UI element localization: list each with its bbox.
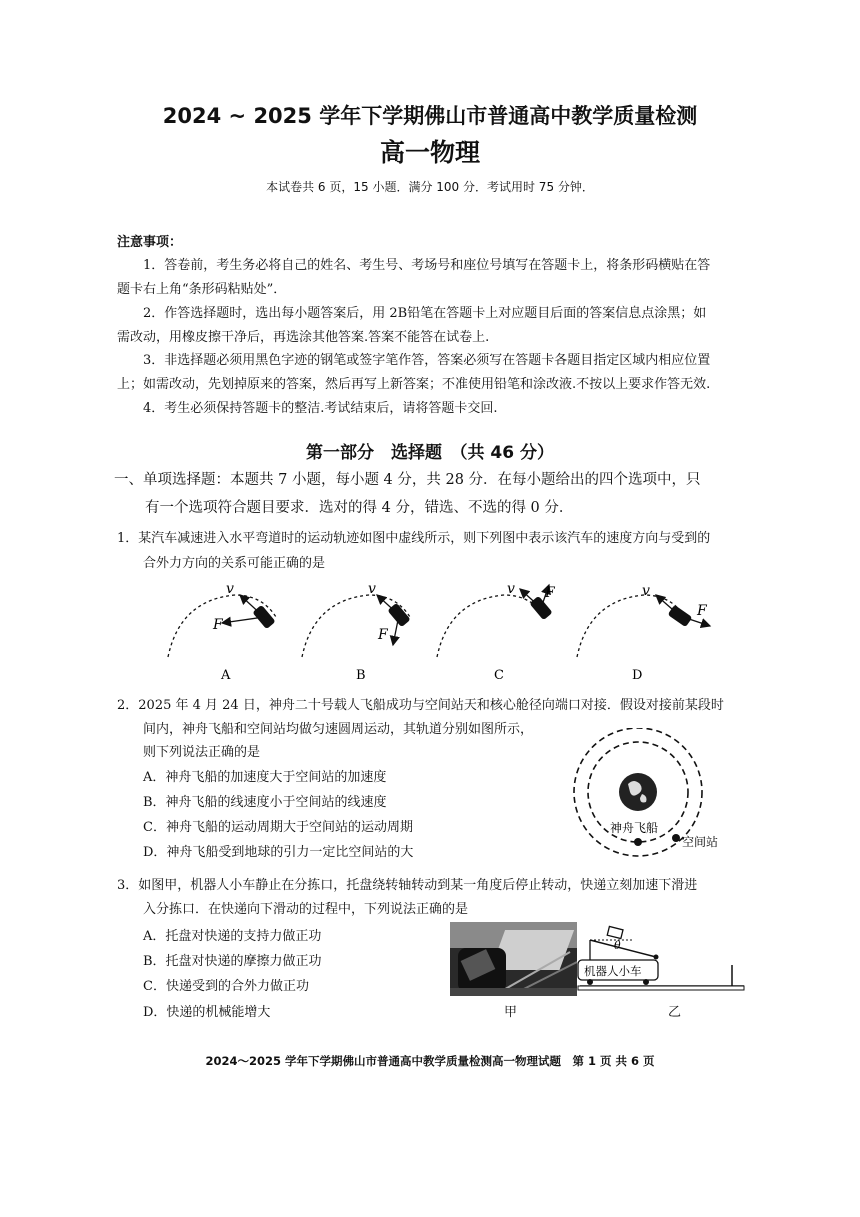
question-2-option-b: B．神舟飞船的线速度小于空间站的线速度	[143, 795, 387, 810]
question-2-option-a: A．神舟飞船的加速度大于空间站的加速度	[143, 770, 387, 785]
option-a-diagram	[168, 581, 276, 657]
option-label-b: B	[356, 668, 366, 683]
question-1-figure	[0, 575, 860, 685]
note-line: 需改动，用橡皮擦干净后，再选涂其他答案.答案不能答在试卷上.	[117, 330, 490, 345]
figure-caption-b: 乙	[668, 1005, 682, 1020]
question-3-option-d: D．快递的机械能增大	[143, 1005, 271, 1020]
force-label: F	[213, 617, 223, 633]
velocity-label: v	[368, 581, 376, 597]
question-2-text: 则下列说法正确的是	[143, 745, 261, 760]
exam-subject: 高一物理	[379, 138, 480, 167]
space-station-label: 空间站	[682, 835, 719, 849]
option-c-diagram	[437, 581, 556, 657]
note-line: 1．答卷前，考生务必将自己的姓名、考生号、考场号和座位号填写在答题卡上，将条形码横贴在答	[143, 258, 711, 273]
option-b-diagram	[302, 581, 411, 657]
note-line: 上；如需改动，先划掉原来的答案，然后再写上新答案；不准使用铅笔和涂改液.不按以上要求作答无效.	[117, 377, 711, 392]
question-2-option-d: D．神舟飞船受到地球的引力一定比空间站的大	[143, 845, 414, 860]
question-3-option-a: A．托盘对快递的支持力做正功	[143, 929, 322, 944]
velocity-label: v	[642, 583, 650, 599]
orbit-diagram	[566, 728, 726, 863]
question-3-text: 入分拣口．在快递向下滑动的过程中，下列说法正确的是	[143, 902, 469, 917]
note-line: 2．作答选择题时，选出每小题答案后，用 2B铅笔在答题卡上对应题目后面的答案信息点涂黑；如	[143, 306, 707, 321]
section-instruction: 一、单项选择题：本题共 7 小题，每小题 4 分，共 28 分．在每小题给出的四个选项中，只	[114, 472, 701, 488]
exam-title: 2024 ~ 2025 学年下学期佛山市普通高中教学质量检测	[162, 104, 698, 128]
note-line: 3．非选择题必须用黑色字迹的钢笔或签字笔作答，答案必须写在答题卡各题目指定区域内相应位置	[143, 353, 711, 368]
robot-photo	[450, 922, 577, 996]
option-d-diagram	[577, 583, 710, 657]
spacecraft-label: 神舟飞船	[610, 821, 659, 835]
force-label: F	[545, 585, 555, 601]
force-label: F	[378, 627, 388, 643]
exam-info: 本试卷共 6 页，15 小题．满分 100 分．考试用时 75 分钟．	[266, 180, 594, 194]
note-line: 题卡右上角“条形码粘贴处”．	[117, 282, 287, 297]
spacecraft-icon	[634, 838, 642, 846]
velocity-label: v	[226, 581, 234, 597]
space-station-icon	[672, 834, 680, 842]
notes-heading: 注意事项：	[117, 235, 183, 250]
question-1-text: 1．某汽车减速进入水平弯道时的运动轨迹如图中虚线所示，则下列图中表示该汽车的速度方向与受到的	[117, 531, 711, 546]
option-label-c: C	[494, 668, 504, 683]
page-footer: 2024～2025 学年下学期佛山市普通高中教学质量检测高一物理试题 第 1 页 共 6 页	[205, 1054, 655, 1068]
angle-label: θ	[614, 939, 621, 952]
question-3-option-c: C．快递受到的合外力做正功	[143, 979, 309, 994]
question-3-text: 3．如图甲，机器人小车静止在分拣口，托盘绕转轴转动到某一角度后停止转动，快递立刻加速下滑进	[117, 878, 698, 893]
question-2-text: 间内，神舟飞船和空间站均做匀速圆周运动，其轨道分别如图所示，	[143, 722, 534, 737]
option-label-a: A	[221, 668, 231, 683]
option-label-d: D	[632, 668, 643, 683]
robot-diagram	[572, 920, 747, 1000]
note-line: 4．考生必须保持答题卡的整洁.考试结束后，请将答题卡交回.	[143, 401, 498, 416]
question-2-option-c: C．神舟飞船的运动周期大于空间站的运动周期	[143, 820, 413, 835]
force-label: F	[697, 603, 707, 619]
figure-caption-a: 甲	[504, 1005, 518, 1020]
question-1-text: 合外力方向的关系可能正确的是	[143, 556, 326, 571]
part-heading: 第一部分 选择题 （共 46 分）	[306, 443, 554, 463]
velocity-label: v	[507, 581, 515, 597]
question-2-text: 2．2025 年 4 月 24 日，神舟二十号载人飞船成功与空间站天和核心舱径向端口对接．假设对接前某段时	[117, 698, 724, 713]
section-instruction: 有一个选项符合题目要求．选对的得 4 分，错选、不选的得 0 分．	[145, 500, 574, 516]
question-3-option-b: B．托盘对快递的摩擦力做正功	[143, 954, 322, 969]
robot-label: 机器人小车	[584, 964, 642, 978]
